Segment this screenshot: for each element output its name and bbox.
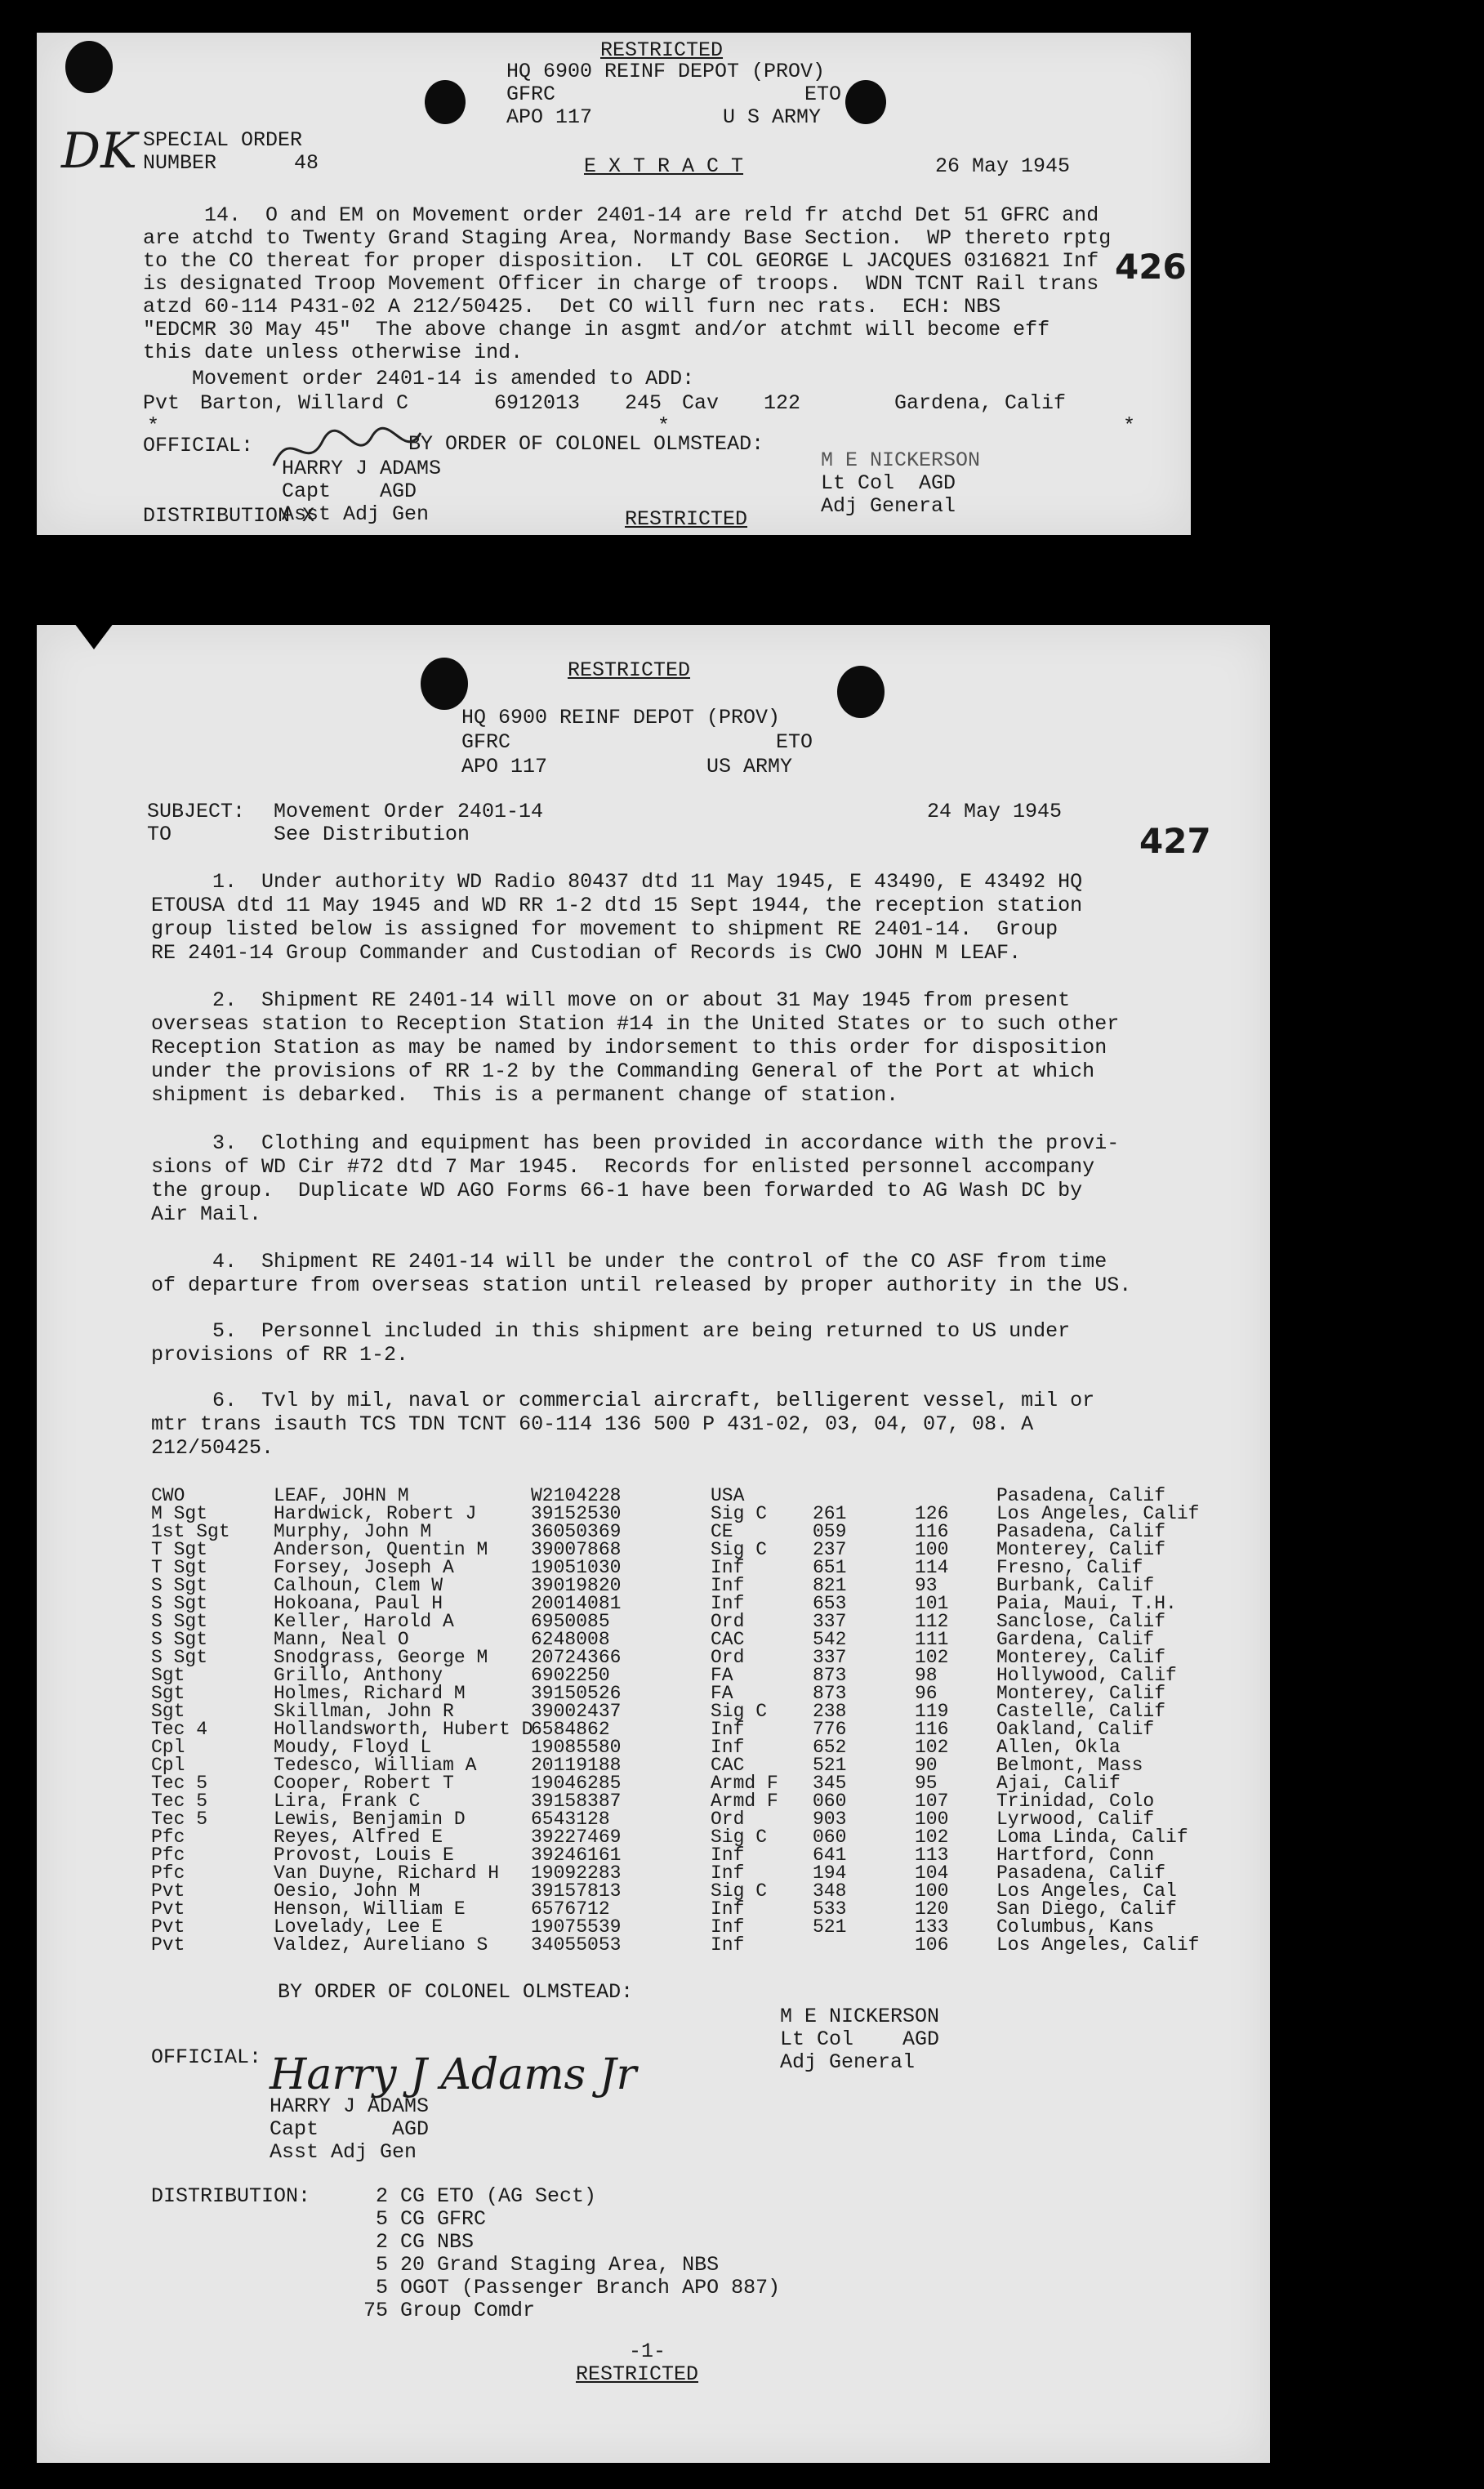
- roster-serial: 39007868: [531, 1539, 622, 1560]
- roster-mos: 652: [813, 1737, 847, 1758]
- roster-serial: 20119188: [531, 1755, 622, 1776]
- extract-title: E X T R A C T: [584, 154, 744, 178]
- commander-name: M E NICKERSON: [821, 448, 981, 472]
- added-arm: Cav: [682, 391, 720, 415]
- roster-home: Los Angeles, Calif: [996, 1934, 1200, 1956]
- roster-home: Monterey, Calif: [996, 1647, 1166, 1668]
- distribution-item: 5 20 Grand Staging Area, NBS: [351, 2253, 720, 2277]
- roster-rank: S Sgt: [151, 1611, 208, 1632]
- roster-name: Holmes, Richard M: [274, 1683, 466, 1704]
- roster-arm: Armd F: [711, 1773, 778, 1794]
- roster-score: 111: [915, 1629, 949, 1650]
- roster-serial: 6902250: [531, 1665, 610, 1686]
- roster-mos: 060: [813, 1791, 847, 1812]
- roster-home: Lyrwood, Calif: [996, 1809, 1155, 1830]
- roster-serial: 34055053: [531, 1934, 622, 1956]
- paragraph-4: 4. Shipment RE 2401-14 will be under the control of the CO ASF from time of departure from overseas station until released by proper authority in the US.: [151, 1250, 1132, 1297]
- roster-home: Belmont, Mass: [996, 1755, 1143, 1776]
- roster-home: Trinidad, Colo: [996, 1791, 1155, 1812]
- roster-row: [151, 1900, 1262, 1918]
- roster-serial: 19092283: [531, 1862, 622, 1884]
- roster-rank: Cpl: [151, 1755, 185, 1776]
- roster-row: [151, 1505, 1262, 1523]
- distribution-item: 5 CG GFRC: [351, 2207, 487, 2231]
- amend-line: Movement order 2401-14 is amended to ADD:: [192, 367, 695, 390]
- roster-name: Reyes, Alfred E: [274, 1827, 443, 1848]
- page-stamp: 426: [1115, 247, 1187, 287]
- us-army-label: US ARMY: [706, 755, 793, 778]
- roster-row: [151, 1612, 1262, 1630]
- roster-row: [151, 1756, 1262, 1774]
- body-line: to the CO thereat for proper disposition. LT COL GEORGE L JACQUES 0316821 Inf: [143, 249, 1099, 273]
- extract-sheet: [37, 33, 1191, 535]
- roster-rank: Sgt: [151, 1701, 185, 1722]
- classification-bottom: RESTRICTED: [576, 2362, 699, 2386]
- paragraph-3: 3. Clothing and equipment has been provided in accordance with the provi- sions of WD Cir #72 dtd 7 Mar 1945. Records for enlisted personnel accompany the group. Duplicate WD AGO Forms 66-1 have been forwarded to AG Wash DC by Air Mail.: [151, 1131, 1120, 1226]
- roster-name: Lewis, Benjamin D: [274, 1809, 466, 1830]
- asterisk: *: [147, 414, 160, 438]
- roster-rank: Tec 5: [151, 1791, 208, 1812]
- roster-mos: 651: [813, 1557, 847, 1578]
- roster-arm: USA: [711, 1485, 745, 1506]
- roster-serial: 39150526: [531, 1683, 622, 1704]
- roster-home: Columbus, Kans: [996, 1916, 1155, 1938]
- roster-home: Pasadena, Calif: [996, 1521, 1166, 1542]
- roster-score: 114: [915, 1557, 949, 1578]
- classification-top: RESTRICTED: [600, 38, 724, 62]
- roster-serial: 36050369: [531, 1521, 622, 1542]
- roster-home: Hartford, Conn: [996, 1844, 1155, 1866]
- roster-name: Cooper, Robert T: [274, 1773, 454, 1794]
- roster-mos: 821: [813, 1575, 847, 1596]
- roster-home: Oakland, Calif: [996, 1719, 1155, 1740]
- roster-mos: 348: [813, 1880, 847, 1902]
- body-line: this date unless otherwise ind.: [143, 341, 524, 364]
- roster-home: Monterey, Calif: [996, 1539, 1166, 1560]
- roster-serial: 39152530: [531, 1503, 622, 1524]
- roster-row: [151, 1918, 1262, 1936]
- roster-row: [151, 1648, 1262, 1666]
- roster-row: [151, 1882, 1262, 1900]
- roster-arm: CE: [711, 1521, 733, 1542]
- roster-rank: T Sgt: [151, 1539, 208, 1560]
- added-score: 122: [764, 391, 801, 415]
- punch-hole: [425, 80, 466, 124]
- unit-name: HQ 6900 REINF DEPOT (PROV): [461, 706, 781, 729]
- roster-name: Skillman, John R: [274, 1701, 454, 1722]
- roster-serial: 39157813: [531, 1880, 622, 1902]
- roster-home: Allen, Okla: [996, 1737, 1121, 1758]
- body-line: 14. O and EM on Movement order 2401-14 are reld fr atchd Det 51 GFRC and: [143, 203, 1099, 227]
- extract-date: 26 May 1945: [935, 154, 1071, 178]
- roster-rank: Pfc: [151, 1827, 185, 1848]
- roster-name: Calhoun, Clem W: [274, 1575, 443, 1596]
- roster-home: Fresno, Calif: [996, 1557, 1143, 1578]
- roster-mos: 337: [813, 1647, 847, 1668]
- roster-mos: 345: [813, 1773, 847, 1794]
- roster-home: Pasadena, Calif: [996, 1485, 1166, 1506]
- roster-arm: Inf: [711, 1844, 745, 1866]
- roster-home: Los Angeles, Calif: [996, 1503, 1200, 1524]
- roster-rank: M Sgt: [151, 1503, 208, 1524]
- handwritten-signature: Harry J Adams Jr: [270, 2050, 637, 2099]
- signer-title: Asst Adj Gen: [282, 502, 430, 526]
- roster-serial: 19051030: [531, 1557, 622, 1578]
- us-army-label: U S ARMY: [723, 105, 822, 129]
- roster-mos: 261: [813, 1503, 847, 1524]
- page-number: -1-: [629, 2340, 666, 2363]
- body-line: is designated Troop Movement Officer in charge of troops. WDN TCNT Rail trans: [143, 272, 1099, 296]
- roster-name: Oesio, John M: [274, 1880, 421, 1902]
- roster-name: Mann, Neal O: [274, 1629, 409, 1650]
- roster-mos: 542: [813, 1629, 847, 1650]
- roster-home: Pasadena, Calif: [996, 1862, 1166, 1884]
- apo-label: APO 117: [506, 105, 593, 129]
- roster-score: 90: [915, 1755, 938, 1776]
- roster-score: 126: [915, 1503, 949, 1524]
- distribution-item: 75 Group Comdr: [351, 2299, 536, 2322]
- signer-name: HARRY J ADAMS: [270, 2094, 430, 2118]
- distribution-item: 2 CG ETO (AG Sect): [351, 2184, 597, 2208]
- roster-score: 119: [915, 1701, 949, 1722]
- roster-row: [151, 1666, 1262, 1684]
- classification-top: RESTRICTED: [568, 658, 691, 682]
- personnel-roster: [151, 1487, 1262, 1954]
- roster-rank: S Sgt: [151, 1593, 208, 1614]
- apo-label: APO 117: [461, 755, 548, 778]
- punch-hole: [65, 41, 113, 93]
- roster-mos: 776: [813, 1719, 847, 1740]
- eto-label: ETO: [776, 730, 813, 754]
- roster-mos: 873: [813, 1683, 847, 1704]
- roster-name: Lira, Frank C: [274, 1791, 421, 1812]
- roster-name: Hollandsworth, Hubert D: [274, 1719, 533, 1740]
- roster-serial: 39158387: [531, 1791, 622, 1812]
- roster-serial: 6584862: [531, 1719, 610, 1740]
- roster-arm: Armd F: [711, 1791, 778, 1812]
- roster-score: 102: [915, 1827, 949, 1848]
- roster-row: [151, 1792, 1262, 1810]
- roster-rank: Pfc: [151, 1862, 185, 1884]
- gfrc-label: GFRC: [461, 730, 511, 754]
- signer-rank: Capt AGD: [282, 480, 417, 503]
- roster-home: Los Angeles, Cal: [996, 1880, 1177, 1902]
- margin-mark: DK: [61, 123, 137, 180]
- roster-serial: 39246161: [531, 1844, 622, 1866]
- roster-name: Lovelady, Lee E: [274, 1916, 443, 1938]
- punch-hole: [837, 666, 885, 718]
- roster-mos: 337: [813, 1611, 847, 1632]
- roster-home: San Diego, Calif: [996, 1898, 1177, 1920]
- roster-rank: 1st Sgt: [151, 1521, 230, 1542]
- roster-score: 100: [915, 1880, 949, 1902]
- page-stamp: 427: [1139, 821, 1211, 861]
- roster-row: [151, 1523, 1262, 1541]
- roster-score: 106: [915, 1934, 949, 1956]
- body-line: atzd 60-114 P431-02 A 212/50425. Det CO will furn nec rats. ECH: NBS: [143, 295, 1001, 319]
- roster-score: 93: [915, 1575, 938, 1596]
- roster-row: [151, 1684, 1262, 1702]
- roster-score: 101: [915, 1593, 949, 1614]
- roster-mos: 194: [813, 1862, 847, 1884]
- to-label: TO: [147, 823, 172, 846]
- roster-rank: Sgt: [151, 1683, 185, 1704]
- roster-mos: 533: [813, 1898, 847, 1920]
- roster-rank: Pvt: [151, 1916, 185, 1938]
- added-name: Barton, Willard C: [200, 391, 409, 415]
- roster-name: LEAF, JOHN M: [274, 1485, 409, 1506]
- roster-score: 116: [915, 1521, 949, 1542]
- roster-home: Burbank, Calif: [996, 1575, 1155, 1596]
- roster-row: [151, 1810, 1262, 1828]
- roster-score: 98: [915, 1665, 938, 1686]
- roster-row: [151, 1774, 1262, 1792]
- order-number: 48: [294, 151, 319, 175]
- roster-row: [151, 1577, 1262, 1595]
- roster-name: Grillo, Anthony: [274, 1665, 443, 1686]
- roster-rank: T Sgt: [151, 1557, 208, 1578]
- roster-serial: W2104228: [531, 1485, 622, 1506]
- roster-rank: Pvt: [151, 1934, 185, 1956]
- roster-arm: Inf: [711, 1916, 745, 1938]
- roster-arm: Inf: [711, 1934, 745, 1956]
- roster-rank: Tec 5: [151, 1773, 208, 1794]
- roster-row: [151, 1630, 1262, 1648]
- subject-label: SUBJECT:: [147, 800, 246, 823]
- roster-mos: 060: [813, 1827, 847, 1848]
- roster-serial: 39227469: [531, 1827, 622, 1848]
- roster-rank: Tec 5: [151, 1809, 208, 1830]
- roster-score: 102: [915, 1737, 949, 1758]
- by-order: BY ORDER OF COLONEL OLMSTEAD:: [408, 432, 764, 456]
- distribution-item: 2 CG NBS: [351, 2230, 475, 2254]
- roster-name: Murphy, John M: [274, 1521, 432, 1542]
- roster-arm: Ord: [711, 1611, 745, 1632]
- roster-serial: 20724366: [531, 1647, 622, 1668]
- roster-rank: S Sgt: [151, 1629, 208, 1650]
- roster-name: Tedesco, William A: [274, 1755, 477, 1776]
- roster-name: Valdez, Aureliano S: [274, 1934, 488, 1956]
- gfrc-label: GFRC: [506, 83, 556, 106]
- roster-name: Anderson, Quentin M: [274, 1539, 488, 1560]
- roster-mos: 903: [813, 1809, 847, 1830]
- roster-name: Forsey, Joseph A: [274, 1557, 454, 1578]
- punch-hole: [421, 658, 468, 710]
- roster-serial: 19075539: [531, 1916, 622, 1938]
- roster-row: [151, 1595, 1262, 1612]
- body-line: "EDCMR 30 May 45" The above change in asgmt and/or atchmt will become eff: [143, 318, 1050, 341]
- classification-bottom: RESTRICTED: [625, 507, 748, 531]
- roster-rank: Pvt: [151, 1898, 185, 1920]
- unit-name: HQ 6900 REINF DEPOT (PROV): [506, 60, 826, 83]
- roster-name: Henson, William E: [274, 1898, 466, 1920]
- roster-rank: Sgt: [151, 1665, 185, 1686]
- roster-row: [151, 1738, 1262, 1756]
- roster-home: Castelle, Calif: [996, 1701, 1166, 1722]
- signer-name: HARRY J ADAMS: [282, 457, 442, 480]
- commander-name: M E NICKERSON: [780, 2005, 940, 2028]
- roster-serial: 39019820: [531, 1575, 622, 1596]
- roster-arm: FA: [711, 1665, 733, 1686]
- added-home: Gardena, Calif: [894, 391, 1067, 415]
- roster-home: Paia, Maui, T.H.: [996, 1593, 1177, 1614]
- roster-rank: Cpl: [151, 1737, 185, 1758]
- roster-serial: 19085580: [531, 1737, 622, 1758]
- roster-mos: 237: [813, 1539, 847, 1560]
- added-rank: Pvt: [143, 391, 180, 415]
- roster-home: Sanclose, Calif: [996, 1611, 1166, 1632]
- roster-row: [151, 1702, 1262, 1720]
- roster-row: [151, 1541, 1262, 1559]
- official-label: OFFICIAL:: [151, 2045, 262, 2069]
- punch-hole: [845, 80, 886, 124]
- roster-arm: Sig C: [711, 1539, 768, 1560]
- roster-arm: Ord: [711, 1647, 745, 1668]
- roster-score: 96: [915, 1683, 938, 1704]
- commander-title: Adj General: [821, 494, 956, 518]
- subject-text: Movement Order 2401-14: [274, 800, 544, 823]
- roster-row: [151, 1720, 1262, 1738]
- roster-rank: CWO: [151, 1485, 185, 1506]
- roster-mos: 873: [813, 1665, 847, 1686]
- roster-name: Hokoana, Paul H: [274, 1593, 443, 1614]
- corner-tear: [69, 617, 118, 649]
- roster-score: 113: [915, 1844, 949, 1866]
- roster-serial: 6543128: [531, 1809, 610, 1830]
- special-order-label: SPECIAL ORDER: [143, 128, 303, 152]
- roster-arm: CAC: [711, 1629, 745, 1650]
- roster-row: [151, 1828, 1262, 1846]
- roster-name: Moudy, Floyd L: [274, 1737, 432, 1758]
- roster-row: [151, 1846, 1262, 1864]
- roster-home: Hollywood, Calif: [996, 1665, 1177, 1686]
- distribution-item: 5 OGOT (Passenger Branch APO 887): [351, 2276, 781, 2299]
- roster-mos: 653: [813, 1593, 847, 1614]
- by-order: BY ORDER OF COLONEL OLMSTEAD:: [278, 1980, 634, 2004]
- roster-home: Ajai, Calif: [996, 1773, 1121, 1794]
- body-line: are atchd to Twenty Grand Staging Area, Normandy Base Section. WP thereto rptg: [143, 226, 1112, 250]
- order-date: 24 May 1945: [927, 800, 1063, 823]
- roster-arm: Sig C: [711, 1827, 768, 1848]
- roster-score: 112: [915, 1611, 949, 1632]
- commander-rank: Lt Col AGD: [821, 471, 956, 495]
- roster-score: 100: [915, 1539, 949, 1560]
- added-mos: 245: [625, 391, 662, 415]
- roster-score: 116: [915, 1719, 949, 1740]
- movement-order-sheet: [37, 625, 1270, 2463]
- roster-arm: CAC: [711, 1755, 745, 1776]
- roster-arm: Inf: [711, 1719, 745, 1740]
- roster-mos: 521: [813, 1755, 847, 1776]
- roster-score: 104: [915, 1862, 949, 1884]
- number-label: NUMBER: [143, 151, 217, 175]
- roster-name: Hardwick, Robert J: [274, 1503, 477, 1524]
- roster-mos: 521: [813, 1916, 847, 1938]
- commander-rank: Lt Col AGD: [780, 2027, 940, 2051]
- roster-rank: S Sgt: [151, 1647, 208, 1668]
- roster-arm: Sig C: [711, 1701, 768, 1722]
- roster-row: [151, 1864, 1262, 1882]
- commander-title: Adj General: [780, 2050, 916, 2074]
- roster-arm: Inf: [711, 1737, 745, 1758]
- roster-row: [151, 1936, 1262, 1954]
- roster-home: Loma Linda, Calif: [996, 1827, 1188, 1848]
- official-label: OFFICIAL:: [143, 434, 254, 457]
- roster-home: Monterey, Calif: [996, 1683, 1166, 1704]
- roster-score: 95: [915, 1773, 938, 1794]
- roster-arm: Sig C: [711, 1503, 768, 1524]
- roster-arm: Inf: [711, 1575, 745, 1596]
- roster-name: Provost, Louis E: [274, 1844, 454, 1866]
- roster-serial: 6248008: [531, 1629, 610, 1650]
- asterisk: *: [657, 414, 671, 438]
- roster-serial: 19046285: [531, 1773, 622, 1794]
- roster-name: Van Duyne, Richard H: [274, 1862, 500, 1884]
- roster-rank: Pfc: [151, 1844, 185, 1866]
- roster-mos: 641: [813, 1844, 847, 1866]
- roster-score: 133: [915, 1916, 949, 1938]
- paragraph-2: 2. Shipment RE 2401-14 will move on or about 31 May 1945 from present overseas station to Reception Station #14 in the United States or to such other Reception Station as may be named by indorsement to this order for disposition under the provisions of RR 1-2 by the Commanding General of the Port at which shipment is debarked. This is a permanent change of station.: [151, 988, 1120, 1107]
- to-text: See Distribution: [274, 823, 470, 846]
- eto-label: ETO: [804, 83, 842, 106]
- paragraph-6: 6. Tvl by mil, naval or commercial aircraft, belligerent vessel, mil or mtr trans isauth TCS TDN TCNT 60-114 136 500 P 431-02, 03, 04, 07, 08. A 212/50425.: [151, 1389, 1095, 1460]
- roster-arm: Sig C: [711, 1880, 768, 1902]
- roster-row: [151, 1559, 1262, 1577]
- signer-title: Asst Adj Gen: [270, 2140, 417, 2164]
- roster-serial: 39002437: [531, 1701, 622, 1722]
- roster-mos: 059: [813, 1521, 847, 1542]
- roster-arm: FA: [711, 1683, 733, 1704]
- roster-arm: Inf: [711, 1593, 745, 1614]
- distribution-label: DISTRIBUTION:: [151, 2184, 311, 2208]
- paragraph-5: 5. Personnel included in this shipment are being returned to US under provisions of RR 1-2.: [151, 1319, 1071, 1367]
- roster-serial: 6576712: [531, 1898, 610, 1920]
- roster-rank: S Sgt: [151, 1575, 208, 1596]
- roster-name: Snodgrass, George M: [274, 1647, 488, 1668]
- roster-score: 107: [915, 1791, 949, 1812]
- roster-arm: Inf: [711, 1898, 745, 1920]
- roster-serial: 6950085: [531, 1611, 610, 1632]
- roster-rank: Pvt: [151, 1880, 185, 1902]
- paragraph-1: 1. Under authority WD Radio 80437 dtd 11 May 1945, E 43490, E 43492 HQ ETOUSA dtd 11 May 1945 and WD RR 1-2 dtd 15 Sept 1944, the reception station group listed below is assigned for movement to shipment RE 2401-14. Group RE 2401-14 Group Commander and Custodian of Records is CWO JOHN M LEAF.: [151, 870, 1083, 965]
- roster-arm: Inf: [711, 1557, 745, 1578]
- roster-serial: 20014081: [531, 1593, 622, 1614]
- signer-rank: Capt AGD: [270, 2117, 430, 2141]
- roster-mos: 238: [813, 1701, 847, 1722]
- roster-arm: Ord: [711, 1809, 745, 1830]
- roster-score: 120: [915, 1898, 949, 1920]
- roster-score: 100: [915, 1809, 949, 1830]
- roster-score: 102: [915, 1647, 949, 1668]
- roster-home: Gardena, Calif: [996, 1629, 1155, 1650]
- roster-rank: Tec 4: [151, 1719, 208, 1740]
- roster-arm: Inf: [711, 1862, 745, 1884]
- added-serial: 6912013: [494, 391, 581, 415]
- roster-name: Keller, Harold A: [274, 1611, 454, 1632]
- roster-row: [151, 1487, 1262, 1505]
- distribution-x: DISTRIBUTION X: [143, 504, 315, 528]
- asterisk: *: [1123, 414, 1136, 438]
